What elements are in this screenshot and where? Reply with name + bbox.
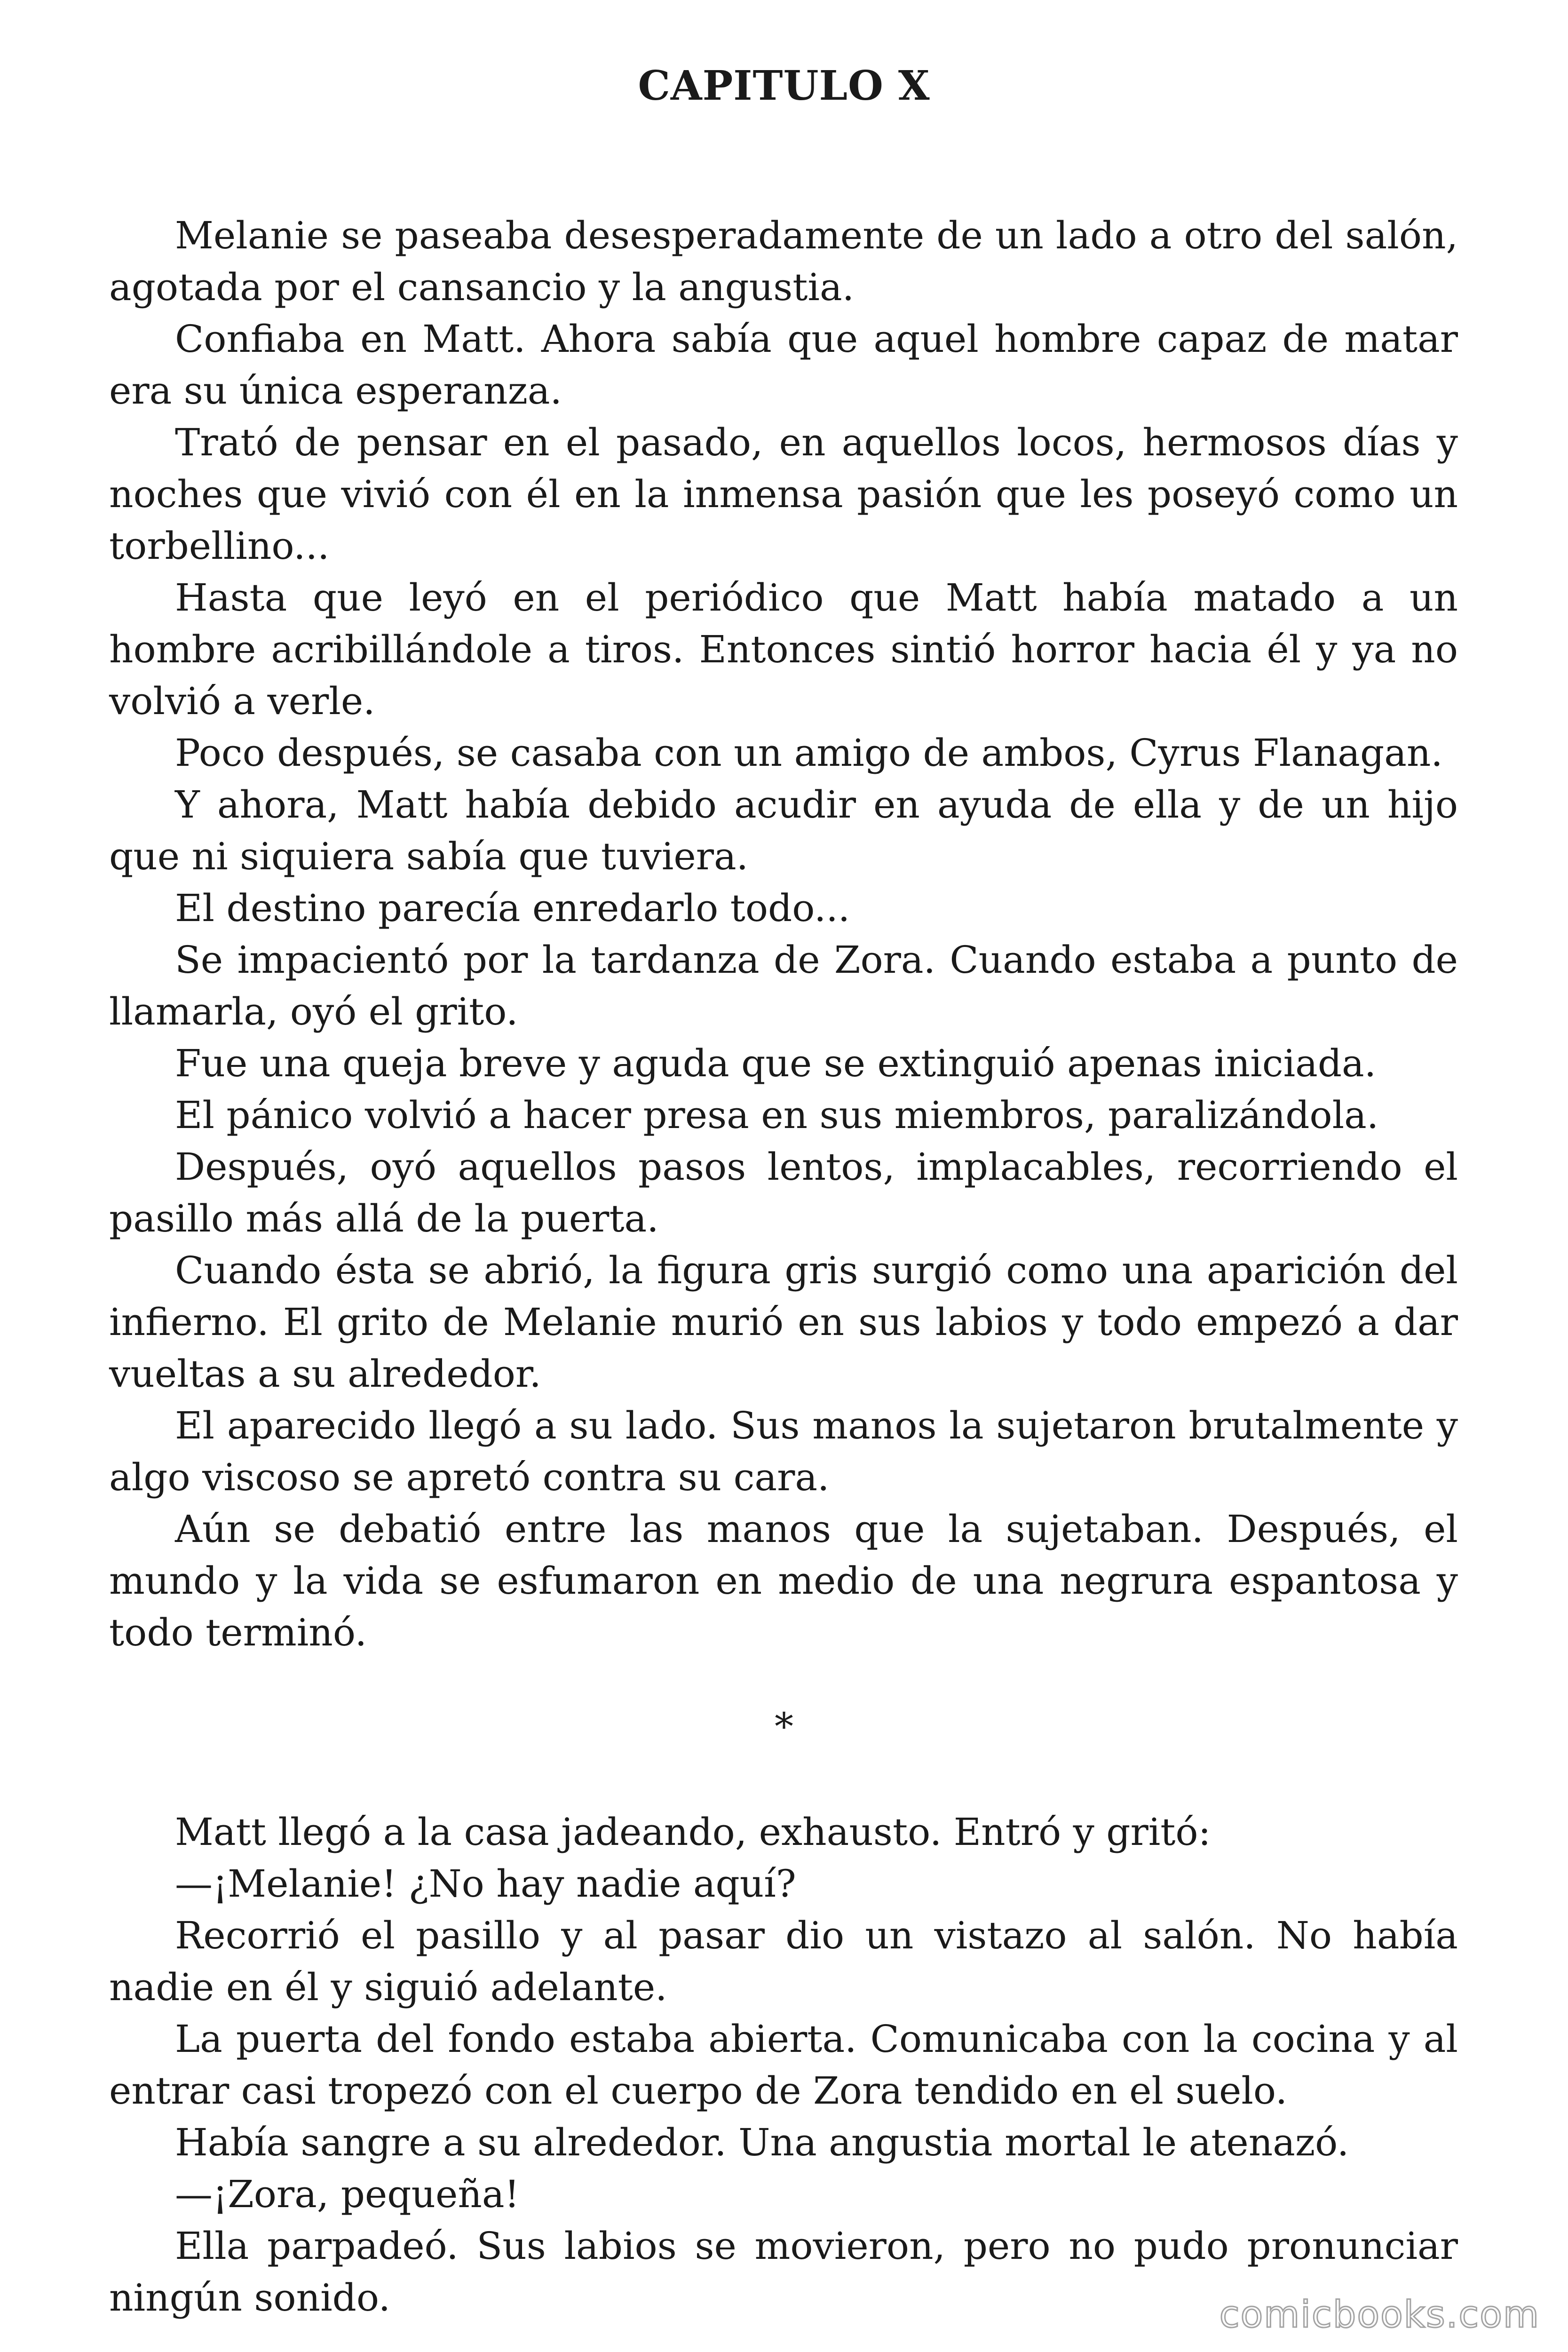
section-separator: * <box>775 1705 793 1748</box>
paragraph: Recorrió el pasillo y al pasar dio un vistazo al salón. No había nadie en él y siguió adelante. <box>109 1914 1458 2009</box>
paragraph: Fue una queja breve y aguda que se extinguió apenas iniciada. <box>175 1041 1377 1085</box>
paragraph: El pánico volvió a hacer presa en sus miembros, paralizándola. <box>175 1093 1379 1137</box>
paragraph: Y ahora, Matt había debido acudir en ayuda de ella y de un hijo que ni siquiera sabía que tuviera. <box>109 783 1458 878</box>
paragraph: Se impacientó por la tardanza de Zora. Cuando estaba a punto de llamarla, oyó el grito. <box>109 938 1458 1033</box>
paragraph: Poco después, se casaba con un amigo de ambos, Cyrus Flanagan. <box>175 731 1443 775</box>
paragraph: Había sangre a su alrededor. Una angustia mortal le atenazó. <box>175 2121 1349 2164</box>
paragraph: El aparecido llegó a su lado. Sus manos la sujetaron brutalmente y algo viscoso se apretó contra su cara. <box>109 1404 1458 1499</box>
paragraph: Confiaba en Matt. Ahora sabía que aquel hombre capaz de matar era su única esperanza. <box>109 317 1458 413</box>
watermark: comicbooks.com <box>1219 2294 1540 2336</box>
paragraph: Matt llegó a la casa jadeando, exhausto. Entró y gritó: <box>175 1810 1211 1854</box>
section-2-text <box>109 1806 1458 2324</box>
paragraph: Ella parpadeó. Sus labios se movieron, pero no pudo pronunciar ningún sonido. <box>109 2224 1458 2320</box>
paragraph: El destino parecía enredarlo todo... <box>175 886 850 930</box>
paragraph: Trató de pensar en el pasado, en aquellos locos, hermosos días y noches que vivió con él en la inmensa pasión que les poseyó como un torbellino... <box>109 421 1458 568</box>
paragraph: La puerta del fondo estaba abierta. Comunicaba con la cocina y al entrar casi tropezó con el cuerpo de Zora tendido en el suelo. <box>109 2017 1458 2113</box>
paragraph: Melanie se paseaba desesperadamente de un lado a otro del salón, agotada por el cansancio y la angustia. <box>109 214 1458 309</box>
section-1-text <box>109 210 1458 1659</box>
paragraph: —¡Zora, pequeña! <box>175 2172 520 2216</box>
paragraph: Aún se debatió entre las manos que la sujetaban. Después, el mundo y la vida se esfumaron en medio de una negrura espantosa y todo terminó. <box>109 1507 1458 1654</box>
chapter-title: CAPITULO X <box>638 62 930 110</box>
paragraph: Después, oyó aquellos pasos lentos, implacables, recorriendo el pasillo más allá de la puerta. <box>109 1145 1458 1240</box>
paragraph: —¡Melanie! ¿No hay nadie aquí? <box>175 1862 796 1906</box>
paragraph: Hasta que leyó en el periódico que Matt había matado a un hombre acribillándole a tiros. Entonces sintió horror hacia él y ya no volvió a verle. <box>109 576 1458 723</box>
paragraph: Cuando ésta se abrió, la figura gris surgió como una aparición del infierno. El grito de Melanie murió en sus labios y todo empezó a dar vueltas a su alrededor. <box>109 1248 1458 1396</box>
